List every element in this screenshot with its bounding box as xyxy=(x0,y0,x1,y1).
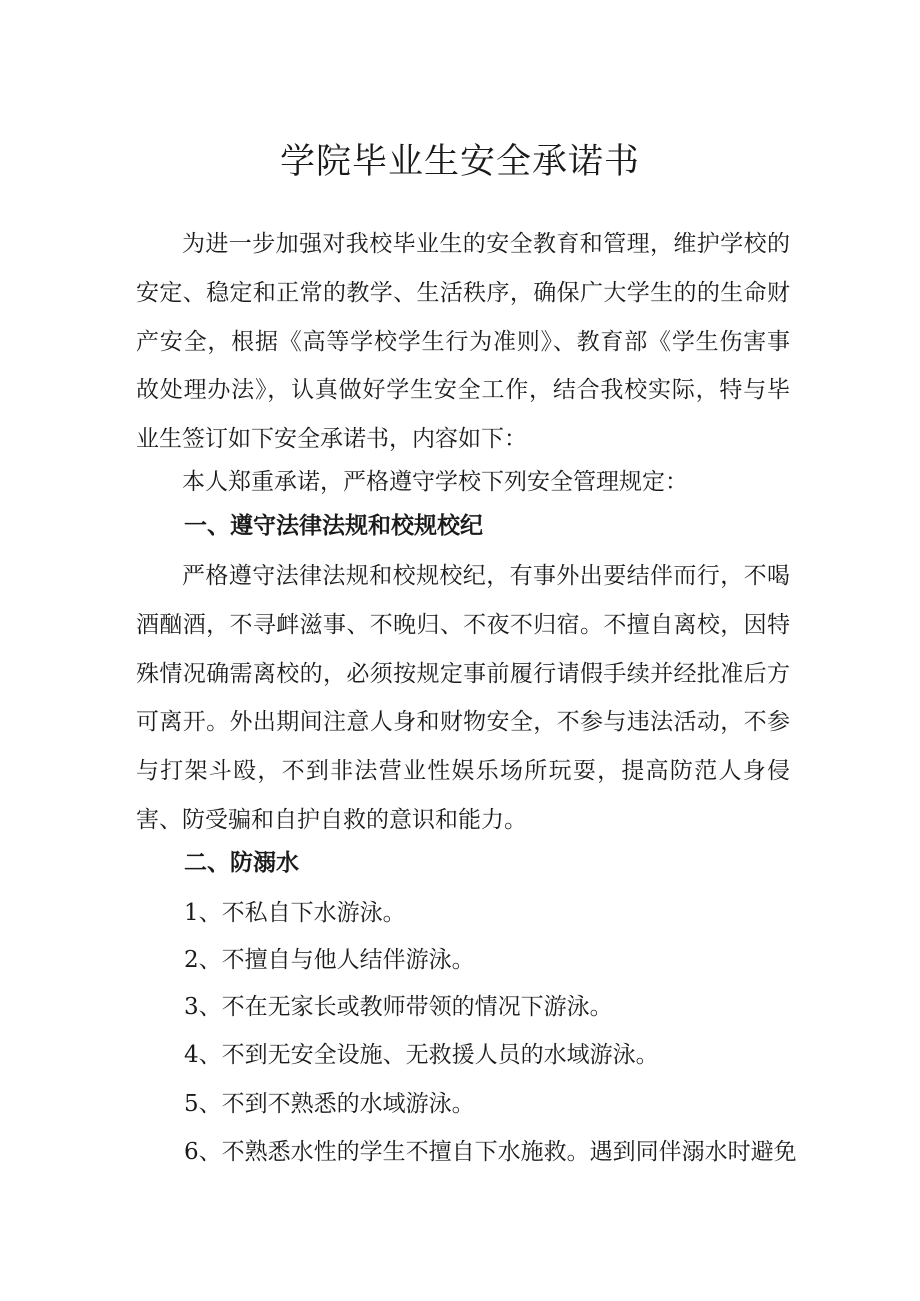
list-item: 4、不到无安全设施、无救援人员的水域游泳。 xyxy=(184,1042,659,1068)
intro-paragraph: 为进一步加强对我校毕业生的安全教育和管理，维护学校的安定、稳定和正常的教学、生活秩序，确保广大学生的的生命财产安全，根据《高等学校学生行为准则》、教育部《学生伤害事故处理办法》，认真做好学生安全工作，结合我校实际，特与毕业生签订如下安全承诺书，内容如下： xyxy=(136,231,790,453)
pledge-paragraph: 本人郑重承诺，严格遵守学校下列安全管理规定： xyxy=(182,469,688,495)
document-title: 学院毕业生安全承诺书 xyxy=(279,142,640,182)
section-heading-drowning: 二、防溺水 xyxy=(184,850,299,876)
section-heading-law: 一、遵守法律法规和校规校纪 xyxy=(184,513,483,539)
list-item: 2、不擅自与他人结伴游泳。 xyxy=(184,947,475,973)
list-item: 3、不在无家长或教师带领的情况下游泳。 xyxy=(184,994,613,1020)
list-item: 5、不到不熟悉的水域游泳。 xyxy=(184,1091,475,1117)
list-item: 6、不熟悉水性的学生不擅自下水施救。遇到同伴溺水时避免 xyxy=(184,1139,797,1165)
list-item: 1、不私自下水游泳。 xyxy=(184,900,406,926)
section-body-law: 严格遵守法律法规和校规校纪，有事外出要结伴而行，不喝酒酗酒，不寻衅滋事、不晚归、不夜不归宿。不擅自离校，因特殊情况确需离校的，必须按规定事前履行请假手续并经批准后方可离开。外出期间注意人身和财物安全，不参与违法活动，不参与打架斗殴，不到非法营业性娱乐场所玩耍，提高防范人身侵害、防受骗和自护自救的意识和能力。 xyxy=(136,563,790,833)
